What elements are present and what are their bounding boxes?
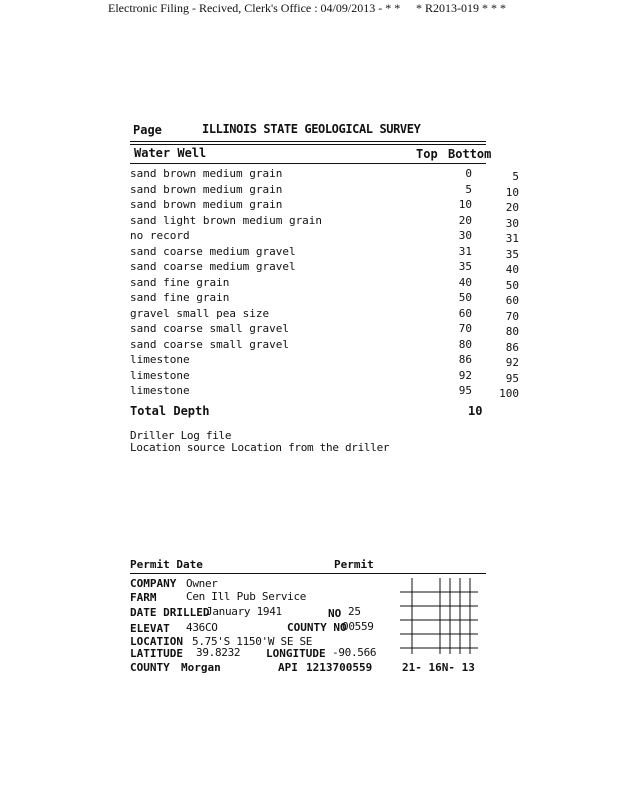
table-row	[130, 322, 519, 338]
farm-value: Cen Ill Pub Service	[186, 590, 307, 603]
row-description: sand brown medium grain	[130, 167, 283, 180]
row-description: sand coarse medium gravel	[130, 244, 296, 258]
no-value: 25	[348, 605, 361, 618]
survey-title: ILLINOIS STATE GEOLOGICAL SURVEY	[202, 122, 421, 136]
row-top: 10	[458, 198, 472, 211]
col-water-well: Water Well	[134, 146, 207, 160]
row-bottom: 40	[505, 263, 519, 276]
location-source-note: Location source Location from the driller	[130, 441, 390, 454]
header-rule-bottom	[130, 163, 486, 164]
county-no-value: 00559	[342, 620, 374, 633]
latitude-value: 39.8232	[196, 646, 241, 659]
row-description: sand coarse small gravel	[130, 322, 289, 335]
table-row	[130, 244, 519, 261]
permit-label: Permit	[334, 558, 374, 571]
col-bottom: Bottom	[448, 147, 492, 161]
table-row	[130, 213, 519, 230]
table-row	[130, 353, 519, 369]
row-bottom: 86	[505, 340, 519, 354]
filing-code: * R2013-019 * * *	[416, 1, 506, 15]
table-row	[130, 260, 519, 276]
permit-rule	[130, 573, 486, 574]
row-bottom: 20	[505, 201, 519, 214]
row-top: 20	[458, 213, 472, 227]
row-bottom: 5	[512, 170, 519, 183]
row-description: no record	[130, 229, 190, 242]
row-top: 30	[458, 229, 472, 242]
row-description: sand brown medium grain	[130, 198, 283, 211]
table-row	[130, 275, 519, 292]
no-label: NO	[328, 607, 342, 620]
date-drilled-label: DATE DRILLED	[130, 606, 210, 619]
table-row	[130, 198, 519, 214]
elevation-value: 436CO	[186, 621, 218, 634]
permit-date-label: Permit Date	[130, 558, 203, 571]
row-bottom: 10	[505, 185, 519, 199]
row-description: limestone	[130, 368, 190, 382]
row-top: 95	[458, 384, 472, 397]
header-rule-top	[130, 141, 486, 142]
table-row	[130, 229, 519, 245]
row-description: sand fine grain	[130, 275, 230, 289]
row-description: limestone	[130, 384, 190, 397]
row-bottom: 50	[505, 278, 519, 292]
header-rule-top-2	[130, 144, 486, 145]
row-bottom: 35	[505, 247, 519, 261]
api-value: 1213700559	[306, 661, 373, 674]
row-top: 70	[458, 322, 472, 335]
location-label: LOCATION	[130, 635, 183, 648]
api-label: API	[278, 661, 298, 674]
row-top: 80	[458, 337, 472, 351]
row-description: limestone	[130, 353, 190, 366]
col-top: Top	[416, 147, 438, 161]
row-bottom: 100	[499, 387, 519, 400]
table-row	[130, 368, 519, 385]
row-top: 35	[458, 260, 472, 273]
row-top: 60	[458, 306, 472, 320]
date-drilled-value: January 1941	[206, 605, 282, 618]
row-description: sand coarse medium gravel	[130, 260, 296, 273]
page-label: Page	[133, 123, 162, 137]
row-description: sand coarse small gravel	[130, 337, 289, 351]
row-bottom: 30	[505, 216, 519, 230]
elevation-label: ELEVAT	[130, 622, 170, 635]
table-row	[130, 291, 519, 307]
row-top: 40	[458, 275, 472, 289]
location-value: 5.75'S 1150'W SE SE	[192, 635, 313, 648]
county-label: COUNTY	[130, 661, 170, 674]
longitude-label: LONGITUDE	[266, 647, 326, 660]
row-bottom: 70	[505, 309, 519, 323]
row-bottom: 60	[505, 294, 519, 307]
township-range: 21- 16N- 13	[402, 661, 475, 674]
table-row	[130, 182, 519, 199]
row-bottom: 92	[505, 356, 519, 369]
longitude-value: -90.566	[332, 646, 377, 659]
farm-label: FARM	[130, 591, 157, 604]
filing-stamp: Electronic Filing - Recived, Clerk's Office : 04/09/2013 - * *	[108, 1, 401, 15]
filing-header	[0, 0, 618, 16]
table-row	[130, 337, 519, 354]
row-bottom: 31	[505, 232, 519, 245]
row-description: sand brown medium grain	[130, 182, 283, 196]
section-grid	[400, 578, 478, 654]
row-bottom: 95	[505, 371, 519, 385]
row-top: 50	[458, 291, 472, 304]
row-top: 92	[458, 368, 472, 382]
driller-log-note: Driller Log file	[130, 429, 232, 442]
row-top: 5	[465, 182, 472, 196]
company-value: Owner	[186, 577, 218, 590]
county-no-label: COUNTY NO	[287, 621, 347, 634]
row-top: 31	[458, 244, 472, 258]
total-depth-value: 10	[468, 404, 483, 418]
row-description: sand fine grain	[130, 291, 230, 304]
table-row	[130, 384, 519, 400]
row-description: sand light brown medium grain	[130, 213, 323, 227]
row-bottom: 80	[505, 325, 519, 338]
latitude-label: LATITUDE	[130, 647, 183, 660]
row-description: gravel small pea size	[130, 306, 270, 320]
row-top: 0	[465, 167, 472, 180]
company-label: COMPANY	[130, 577, 177, 590]
total-depth-label: Total Depth	[130, 404, 210, 418]
table-row	[130, 306, 519, 323]
county-value: Morgan	[181, 661, 221, 674]
table-row	[130, 167, 519, 183]
row-top: 86	[458, 353, 472, 366]
